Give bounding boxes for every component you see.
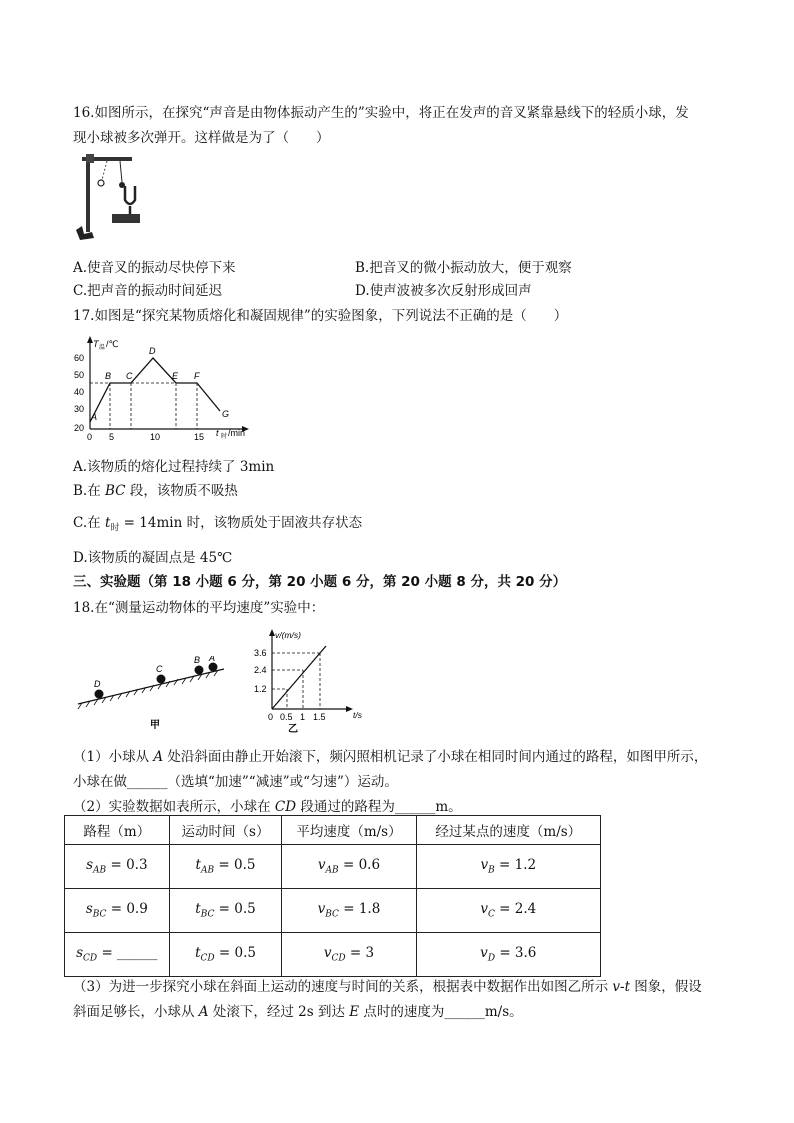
incline-point-a: A: [209, 656, 216, 663]
point-label-c: C: [126, 371, 133, 381]
incline-point-d: D: [94, 679, 101, 689]
q17-option-a: A.该物质的熔化过程持续了 3min: [73, 459, 275, 475]
table-cell: $v_{CD} = 3$: [282, 933, 416, 977]
table-header: 经过某点的速度（m/s）: [416, 816, 600, 845]
table-header-row: [65, 816, 601, 845]
table-row: [65, 845, 601, 889]
x-axis-label: t: [216, 428, 219, 438]
x-tick: 15: [194, 432, 205, 442]
table-cell: $t_{AB} = 0.5$: [169, 845, 282, 889]
table-cell: $v_{AB} = 0.6$: [282, 845, 416, 889]
q17-option-d: D.该物质的凝固点是 45℃: [73, 550, 233, 566]
q16-option-d: D.使声波被多次反射形成回声: [355, 283, 532, 299]
q16-stem-line1: 16.如图所示，在探究“声音是由物体振动产生的”实验中，将正在发声的音叉紧靠悬线下的轻质小球，发: [73, 105, 689, 121]
point-label-d: D: [149, 346, 156, 356]
table-row: [65, 933, 601, 977]
data-table: [64, 815, 601, 977]
q18-part1-line1: （1）小球从 A 处沿斜面由静止开始滚下，频闪照相机记录了小球在相同时间内通过的路程，如图甲所示，: [73, 749, 708, 765]
vt-y-label: v/(m/s): [275, 630, 301, 640]
q18-intro: 18.在“测量运动物体的平均速度”实验中：: [73, 600, 325, 616]
y-axis-unit: /℃: [106, 339, 119, 349]
point-label-a: A: [91, 412, 98, 422]
vt-x-tick: 0.5: [280, 712, 293, 722]
figure-label-jia: 甲: [150, 720, 160, 731]
vt-y-tick: 2.4: [254, 665, 267, 675]
table-cell: $v_D = 3.6$: [416, 933, 600, 977]
x-tick: 10: [150, 432, 161, 442]
vt-y-tick: 3.6: [254, 648, 267, 658]
incline-point-b: B: [194, 656, 201, 665]
table-cell: $s_{CD}$ = ______: [65, 933, 170, 977]
table-header: 路程（m）: [65, 816, 170, 845]
vt-y-tick: 1.2: [254, 684, 267, 694]
q18-part3-line1: （3）为进一步探究小球在斜面上运动的速度与时间的关系，根据表中数据作出如图乙所示 v-t 图象，假设: [73, 979, 702, 995]
q18-part1-line2: 小球在做______（选填“加速”“减速”或“匀速”）运动。: [73, 774, 398, 790]
point-label-b: B: [105, 371, 112, 381]
table-cell: $t_{BC} = 0.5$: [169, 889, 282, 933]
q17-stem: 17.如图是“探究某物质熔化和凝固规律”的实验图象，下列说法不正确的是（ ）: [73, 308, 568, 324]
vt-x-tick: 1: [300, 712, 306, 722]
table-cell: $s_{BC} = 0.9$: [65, 889, 170, 933]
melting-curve-graph: [70, 334, 260, 444]
y-tick: 30: [74, 404, 85, 414]
y-tick: 20: [74, 423, 85, 433]
q18-part3-line2: 斜面足够长，小球从 A 处滚下，经过 2s 到达 E 点时的速度为______m/s。: [73, 1004, 523, 1020]
point-label-g: G: [222, 409, 230, 419]
table-cell: $v_B = 1.2$: [416, 845, 600, 889]
incline-figure-jia: [72, 656, 232, 732]
q16-option-a: A.使音叉的振动尽快停下来: [73, 260, 236, 276]
q17-option-b: B.在 BC 段，该物质不吸热: [73, 483, 238, 499]
y-tick: 40: [74, 387, 85, 397]
table-header: 平均速度（m/s）: [282, 816, 416, 845]
y-tick: 50: [74, 370, 85, 380]
y-tick: 60: [74, 353, 85, 363]
table-header: 运动时间（s）: [169, 816, 282, 845]
table-cell: $t_{CD} = 0.5$: [169, 933, 282, 977]
incline-point-c: C: [156, 664, 163, 674]
q16-stem-line2: 现小球被多次弹开。这样做是为了（ ）: [73, 130, 330, 146]
figure-label-yi: 乙: [288, 724, 298, 735]
section-heading: 三、实验题（第 18 小题 6 分，第 20 小题 6 分，第 20 小题 8 分，共 20 分）: [73, 574, 567, 590]
vt-x-tick: 1.5: [313, 712, 326, 722]
y-axis-label-sub: 温: [99, 345, 106, 351]
vt-x-tick: 0: [268, 712, 274, 722]
vt-graph-yi: [250, 626, 380, 736]
q16-option-b: B.把音叉的微小振动放大，便于观察: [355, 260, 572, 276]
x-axis-unit: /min: [228, 428, 246, 438]
q16-option-c: C.把声音的振动时间延迟: [73, 283, 223, 299]
table-row: [65, 889, 601, 933]
y-axis-label: T: [93, 339, 99, 349]
x-axis-label-sub: 时: [221, 434, 228, 440]
x-tick: 5: [109, 432, 115, 442]
x-tick: 0: [87, 432, 93, 442]
point-label-e: E: [172, 371, 179, 381]
vt-x-label: t/s: [353, 710, 362, 720]
tuning-fork-apparatus-figure: [72, 152, 142, 247]
table-cell: $s_{AB} = 0.3$: [65, 845, 170, 889]
point-label-f: F: [194, 371, 200, 381]
q17-option-c: C.在 $t_时 = 14\min$ 时，该物质处于固液共存状态: [73, 515, 363, 534]
table-cell: $v_{BC} = 1.8$: [282, 889, 416, 933]
table-cell: $v_C = 2.4$: [416, 889, 600, 933]
q18-part2: （2）实验数据如表所示，小球在 CD 段通过的路程为______m。: [73, 799, 462, 815]
